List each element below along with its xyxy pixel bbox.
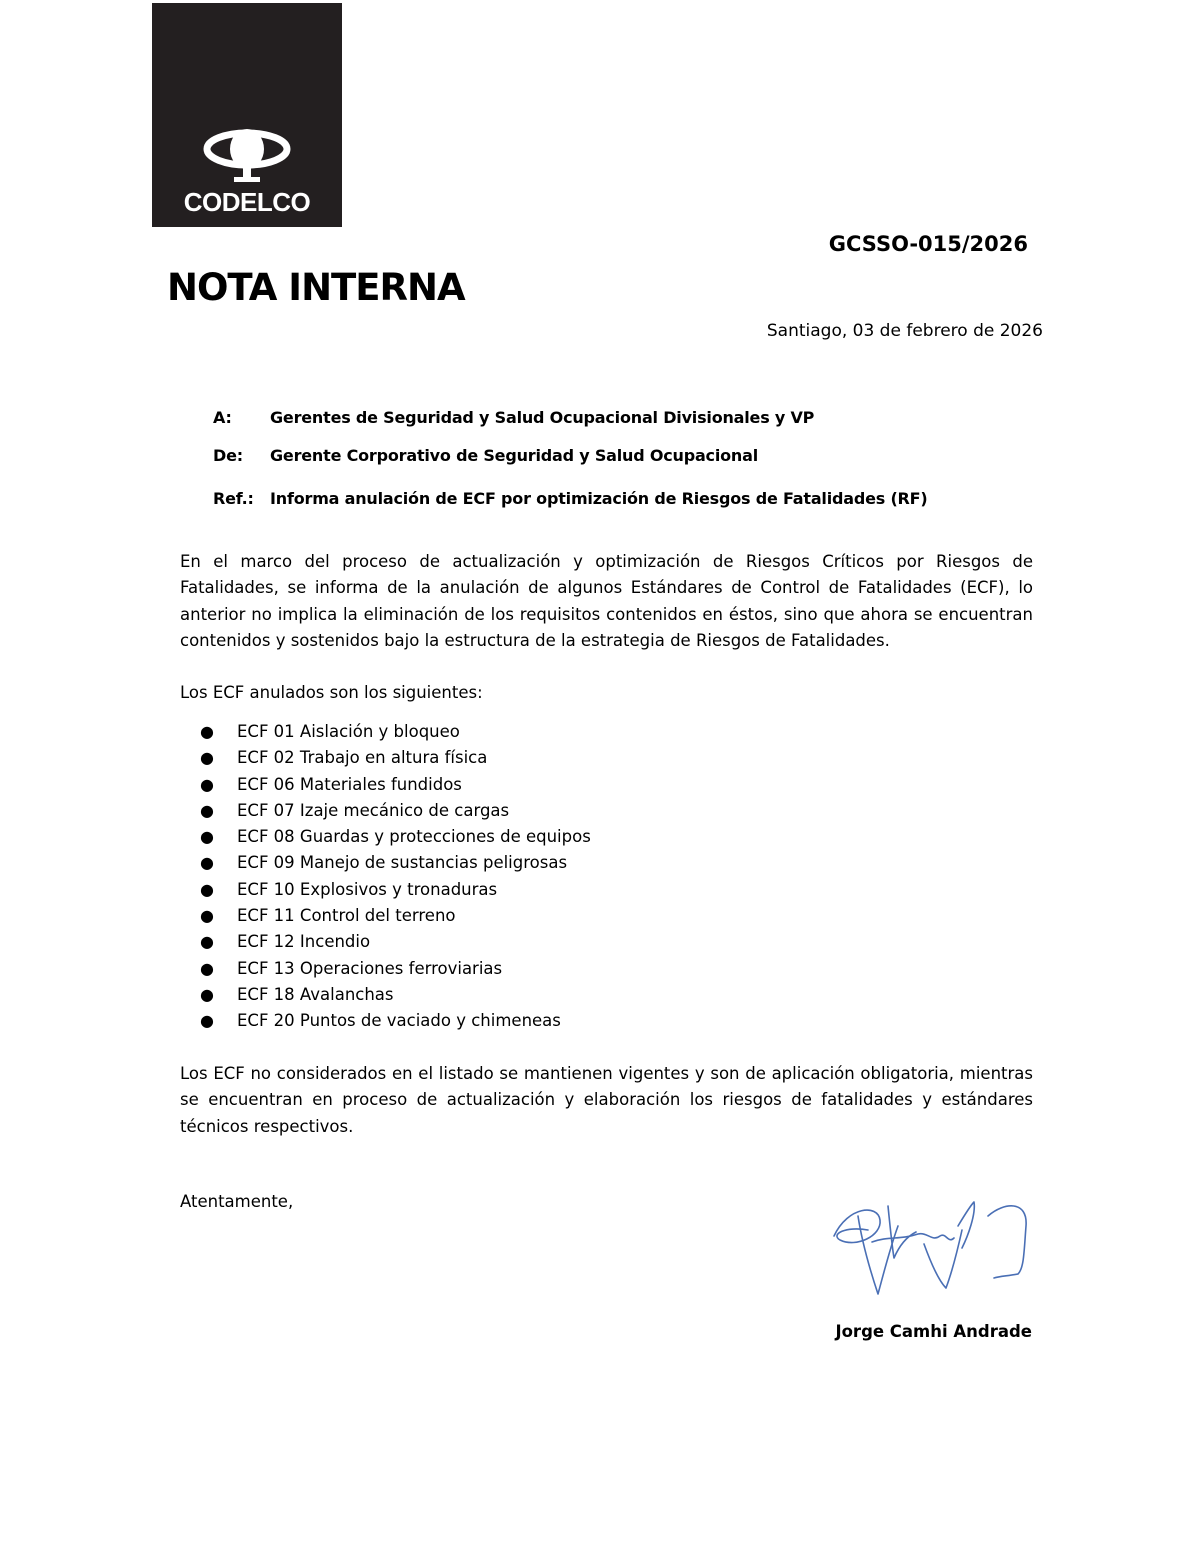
list-item: ● ECF 20 Puntos de vaciado y chimeneas	[180, 1008, 591, 1034]
list-item: ● ECF 13 Operaciones ferroviarias	[180, 956, 591, 982]
list-intro: Los ECF anulados son los siguientes:	[180, 683, 483, 702]
list-item: ● ECF 07 Izaje mecánico de cargas	[180, 798, 591, 824]
codelco-logo	[152, 3, 342, 227]
header-from-row	[213, 446, 758, 465]
header-from-value: Gerente Corporativo de Seguridad y Salud Ocupacional	[270, 446, 758, 465]
body-paragraph-1: En el marco del proceso de actualización y optimización de Riesgos Críticos por Riesgos de Fatalidades, se informa de la anulación de algunos Estándares de Control de Fatalidades (ECF), lo anterior no implica la eliminación de los requisitos contenidos en éstos, sino que ahora se encuentran contenidos y sostenidos bajo la estructura de la estrategia de Riesgos de Fatalidades.	[180, 552, 1033, 650]
list-item: ● ECF 11 Control del terreno	[180, 903, 591, 929]
bullet-icon: ●	[200, 932, 214, 952]
list-item: ● ECF 12 Incendio	[180, 929, 591, 955]
list-item: ● ECF 01 Aislación y bloqueo	[180, 719, 591, 745]
document-date: Santiago, 03 de febrero de 2026	[766, 321, 1043, 341]
header-to-label: A:	[213, 408, 232, 427]
logo-wordmark: CODELCO	[183, 187, 311, 217]
list-item: ● ECF 08 Guardas y protecciones de equipos	[180, 824, 591, 850]
body-paragraph-2: Los ECF no considerados en el listado se mantienen vigentes y son de aplicación obligatoria, mientras se encuentran en proceso de actualización y elaboración los riesgos de fatalidades y estándares técnicos respectivos.	[180, 1064, 1033, 1136]
bullet-icon: ●	[200, 906, 214, 926]
list-item: ● ECF 06 Materiales fundidos	[180, 772, 591, 798]
signature-image	[828, 1196, 1034, 1300]
bullet-icon: ●	[200, 827, 214, 847]
list-item: ● ECF 18 Avalanchas	[180, 982, 591, 1008]
bullet-icon: ●	[200, 853, 214, 873]
header-ref-row	[213, 489, 928, 508]
header-from-label: De:	[213, 446, 243, 465]
bullet-icon: ●	[200, 1011, 214, 1031]
list-item: ● ECF 02 Trabajo en altura física	[180, 745, 591, 771]
codelco-emblem-icon	[203, 127, 291, 184]
header-to-value: Gerentes de Seguridad y Salud Ocupacional Divisionales y VP	[270, 408, 815, 427]
closing-salutation: Atentamente,	[180, 1192, 294, 1211]
ecf-list	[180, 719, 591, 1035]
bullet-icon: ●	[200, 722, 214, 741]
bullet-icon: ●	[200, 800, 214, 820]
list-item: ● ECF 10 Explosivos y tronaduras	[180, 877, 591, 903]
bullet-icon: ●	[200, 958, 214, 978]
list-item: ● ECF 09 Manejo de sustancias peligrosas	[180, 850, 591, 876]
bullet-icon: ●	[200, 774, 214, 794]
header-ref-label: Ref.:	[213, 489, 254, 508]
bullet-icon: ●	[200, 984, 214, 1004]
bullet-icon: ●	[200, 748, 214, 768]
bullet-icon: ●	[200, 879, 214, 899]
document-title: NOTA INTERNA	[167, 266, 465, 309]
signer-name: Jorge Camhi Andrade	[835, 1322, 1032, 1341]
header-ref-value: Informa anulación de ECF por optimización de Riesgos de Fatalidades (RF)	[270, 489, 928, 508]
document-code: GCSSO-015/2026	[828, 232, 1028, 256]
header-to-row	[213, 408, 814, 427]
